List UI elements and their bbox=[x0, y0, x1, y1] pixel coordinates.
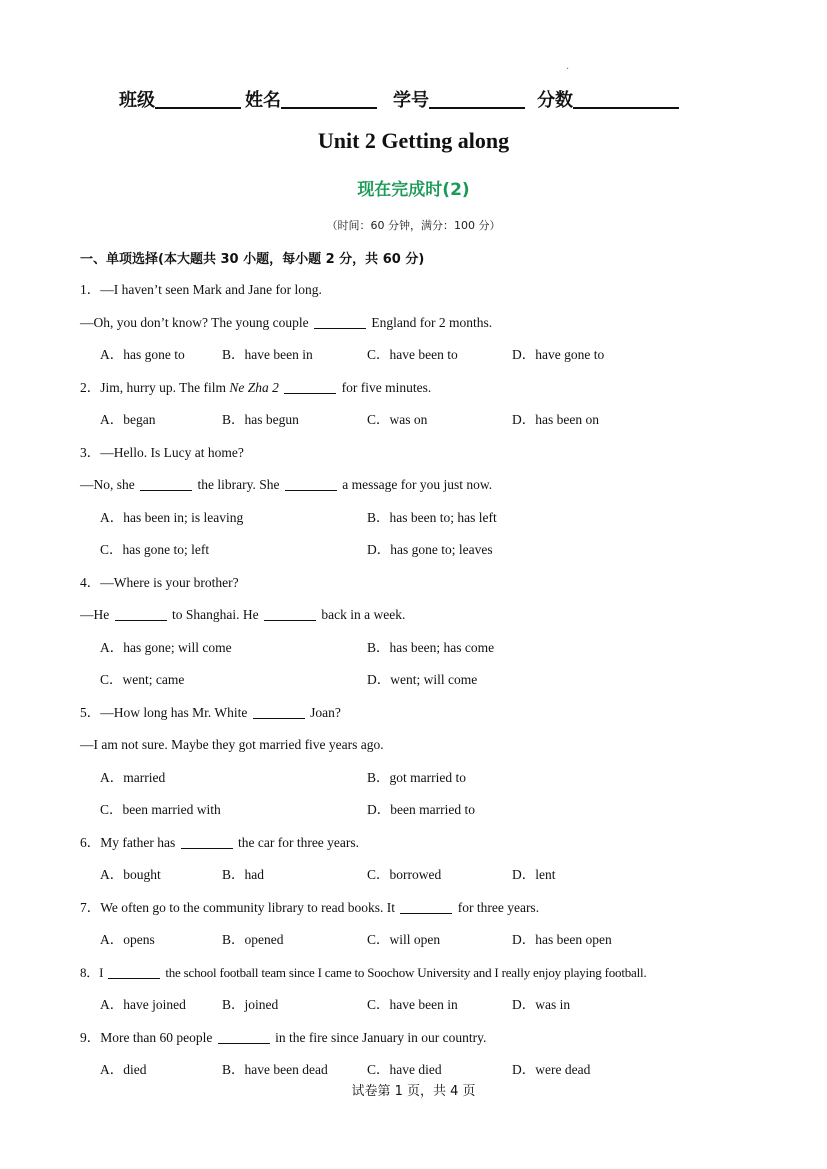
answer-blank[interactable] bbox=[108, 965, 160, 979]
option-b[interactable]: B．has been; has come bbox=[367, 640, 495, 655]
question-stem: —He to Shanghai. He back in a week. bbox=[80, 607, 406, 622]
name-field[interactable]: 姓名 bbox=[245, 86, 377, 112]
question-stem: 1．—I haven’t seen Mark and Jane for long. bbox=[80, 282, 322, 297]
question-stem: 9．More than 60 people in the fire since January in our country. bbox=[80, 1030, 487, 1045]
option-c[interactable]: C．have died bbox=[367, 1062, 442, 1077]
page-title: Unit 2 Getting along bbox=[317, 128, 510, 153]
option-c[interactable]: C．been married with bbox=[100, 802, 221, 817]
option-c[interactable]: C．will open bbox=[367, 932, 441, 947]
question-stem: 3．—Hello. Is Lucy at home? bbox=[80, 445, 244, 460]
option-b[interactable]: B．joined bbox=[222, 997, 279, 1012]
option-b[interactable]: B．got married to bbox=[367, 770, 466, 785]
option-c[interactable]: C．has gone to; left bbox=[100, 542, 210, 557]
question-stem: 8．I the school football team since I came to Soochow University and I really enjoy playing football. bbox=[80, 965, 647, 980]
option-b[interactable]: B．opened bbox=[222, 932, 284, 947]
option-a[interactable]: A．began bbox=[100, 412, 156, 427]
question-stem: 4．—Where is your brother? bbox=[80, 575, 239, 590]
page-footer: 试卷第 1 页，共 4 页 bbox=[351, 1084, 476, 1099]
answer-blank[interactable] bbox=[314, 315, 366, 329]
option-d[interactable]: D．went; will come bbox=[367, 672, 478, 687]
question-stem: —I am not sure. Maybe they got married five years ago. bbox=[80, 737, 384, 752]
answer-blank[interactable] bbox=[115, 607, 167, 621]
answer-blank[interactable] bbox=[400, 900, 452, 914]
question-stem: 5．—How long has Mr. White Joan? bbox=[80, 705, 341, 720]
option-a[interactable]: A．has gone to bbox=[100, 347, 185, 362]
option-d[interactable]: D．has been open bbox=[512, 932, 612, 947]
option-a[interactable]: A．opens bbox=[100, 932, 155, 947]
answer-blank[interactable] bbox=[218, 1030, 270, 1044]
option-d[interactable]: D．been married to bbox=[367, 802, 475, 817]
answer-blank[interactable] bbox=[264, 607, 316, 621]
option-d[interactable]: D．lent bbox=[512, 867, 556, 882]
option-d[interactable]: D．was in bbox=[512, 997, 571, 1012]
page-subtitle: 现在完成时(2) bbox=[357, 180, 470, 200]
time-info: （时间：60 分钟，满分：100 分） bbox=[326, 219, 501, 232]
class-field[interactable]: 班级 bbox=[119, 86, 241, 112]
option-a[interactable]: A．died bbox=[100, 1062, 147, 1077]
question-stem: —No, she the library. She a message for you just now. bbox=[80, 477, 493, 492]
score-field[interactable]: 分数 bbox=[537, 86, 679, 112]
option-b[interactable]: B．have been in bbox=[222, 347, 313, 362]
option-d[interactable]: D．have gone to bbox=[512, 347, 605, 362]
answer-blank[interactable] bbox=[253, 705, 305, 719]
option-c[interactable]: C．was on bbox=[367, 412, 428, 427]
option-a[interactable]: A．have joined bbox=[100, 997, 186, 1012]
option-b[interactable]: B．has been to; has left bbox=[367, 510, 497, 525]
answer-blank[interactable] bbox=[140, 477, 192, 491]
answer-blank[interactable] bbox=[181, 835, 233, 849]
option-d[interactable]: D．has been on bbox=[512, 412, 599, 427]
question-stem: 2．Jim, hurry up. The film Ne Zha 2 for five minutes. bbox=[80, 380, 432, 395]
option-b[interactable]: B．have been dead bbox=[222, 1062, 328, 1077]
option-b[interactable]: B．had bbox=[222, 867, 264, 882]
student-number-field[interactable]: 学号 bbox=[393, 86, 525, 112]
option-a[interactable]: A．has been in; is leaving bbox=[100, 510, 244, 525]
question-stem: 7．We often go to the community library to read books. It for three years. bbox=[80, 900, 540, 915]
option-d[interactable]: D．has gone to; leaves bbox=[367, 542, 493, 557]
option-a[interactable]: A．bought bbox=[100, 867, 161, 882]
option-c[interactable]: C．have been to bbox=[367, 347, 458, 362]
option-b[interactable]: B．has begun bbox=[222, 412, 299, 427]
question-stem: —Oh, you don’t know? The young couple England for 2 months. bbox=[80, 315, 493, 330]
answer-blank[interactable] bbox=[284, 380, 336, 394]
option-c[interactable]: C．went; came bbox=[100, 672, 185, 687]
option-a[interactable]: A．has gone; will come bbox=[100, 640, 232, 655]
student-info-header bbox=[119, 86, 719, 116]
stray-dot: · bbox=[566, 64, 570, 75]
option-c[interactable]: C．have been in bbox=[367, 997, 458, 1012]
option-d[interactable]: D．were dead bbox=[512, 1062, 591, 1077]
section-heading: 一、单项选择(本大题共 30 小题，每小题 2 分，共 60 分) bbox=[80, 252, 425, 267]
option-a[interactable]: A．married bbox=[100, 770, 166, 785]
option-c[interactable]: C．borrowed bbox=[367, 867, 442, 882]
question-stem: 6．My father has the car for three years. bbox=[80, 835, 360, 850]
answer-blank[interactable] bbox=[285, 477, 337, 491]
